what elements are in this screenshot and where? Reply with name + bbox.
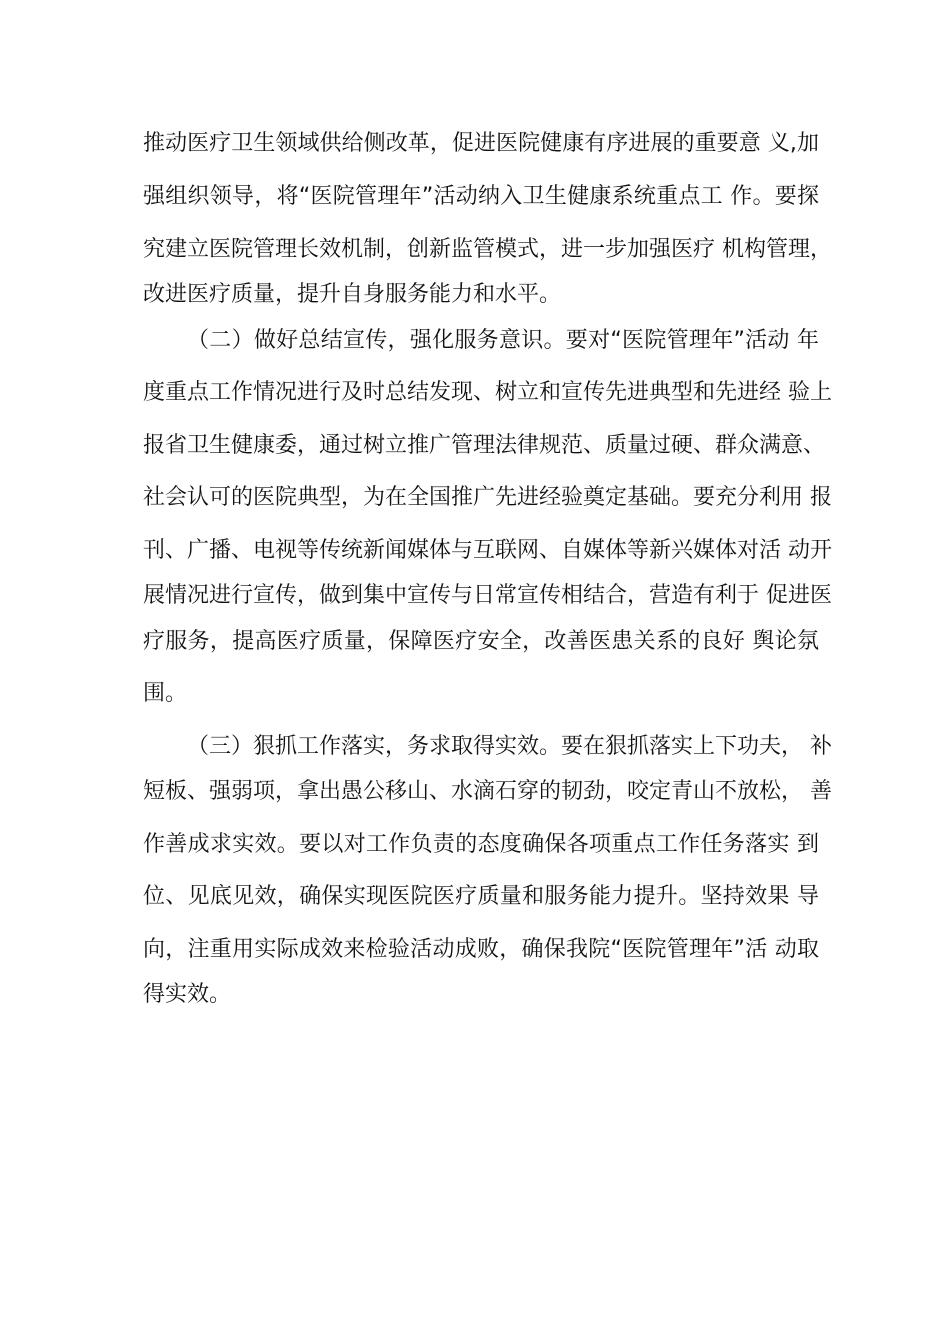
paragraph-2-line-6: 展情况进行宣传，做到集中宣传与日常宣传相结合，营造有利于 促进医: [143, 583, 832, 608]
paragraph-3-line-2: 短板、强弱项，拿出愚公移山、水滴石穿的韧劲，咬定青山不放松， 善: [143, 779, 832, 804]
paragraph-2-line-8: 围。: [143, 681, 188, 706]
paragraph-1-line-2: 强组织领导，将“医院管理年”活动纳入卫生健康系统重点工 作。要探: [143, 184, 819, 209]
paragraph-2-line-5: 刊、广播、电视等传统新闻媒体与互联网、自媒体等新兴媒体对活 动开: [143, 538, 832, 563]
paragraph-2-line-1: （二）做好总结宣传，强化服务意识。要对“医院管理年”活动 年: [187, 328, 819, 353]
paragraph-3-line-4: 位、见底见效，确保实现医院医疗质量和服务能力提升。坚持效果 导: [143, 884, 819, 909]
paragraph-1-line-1: 推动医疗卫生领域供给侧改革，促进医院健康有序进展的重要意 义,加: [143, 131, 819, 156]
paragraph-3-line-5: 向，注重用实际成效来检验活动成败，确保我院“医院管理年”活 动取: [143, 937, 819, 962]
paragraph-2-line-7: 疗服务，提高医疗质量，保障医疗安全，改善医患关系的良好 舆论氛: [143, 629, 819, 654]
paragraph-2-line-2: 度重点工作情况进行及时总结发现、树立和宣传先进典型和先进经 验上: [143, 380, 832, 405]
paragraph-1-line-3: 究建立医院管理长效机制，创新监管模式，进一步加强医疗 机构管理，: [143, 237, 832, 262]
paragraph-3-line-6: 得实效。: [143, 982, 232, 1007]
paragraph-2-line-3: 报省卫生健康委，通过树立推广管理法律规范、质量过硬、群众满意、: [143, 433, 826, 458]
paragraph-3-line-1: （三）狠抓工作落实，务求取得实效。要在狠抓落实上下功夫， 补: [187, 734, 832, 759]
paragraph-1-line-4: 改进医疗质量，提升自身服务能力和水平。: [143, 282, 562, 307]
paragraph-3-line-3: 作善成求实效。要以对工作负责的态度确保各项重点工作任务落实 到: [143, 832, 819, 857]
paragraph-2-line-4: 社会认可的医院典型，为在全国推广先进经验奠定基础。要充分利用 报: [143, 485, 832, 510]
